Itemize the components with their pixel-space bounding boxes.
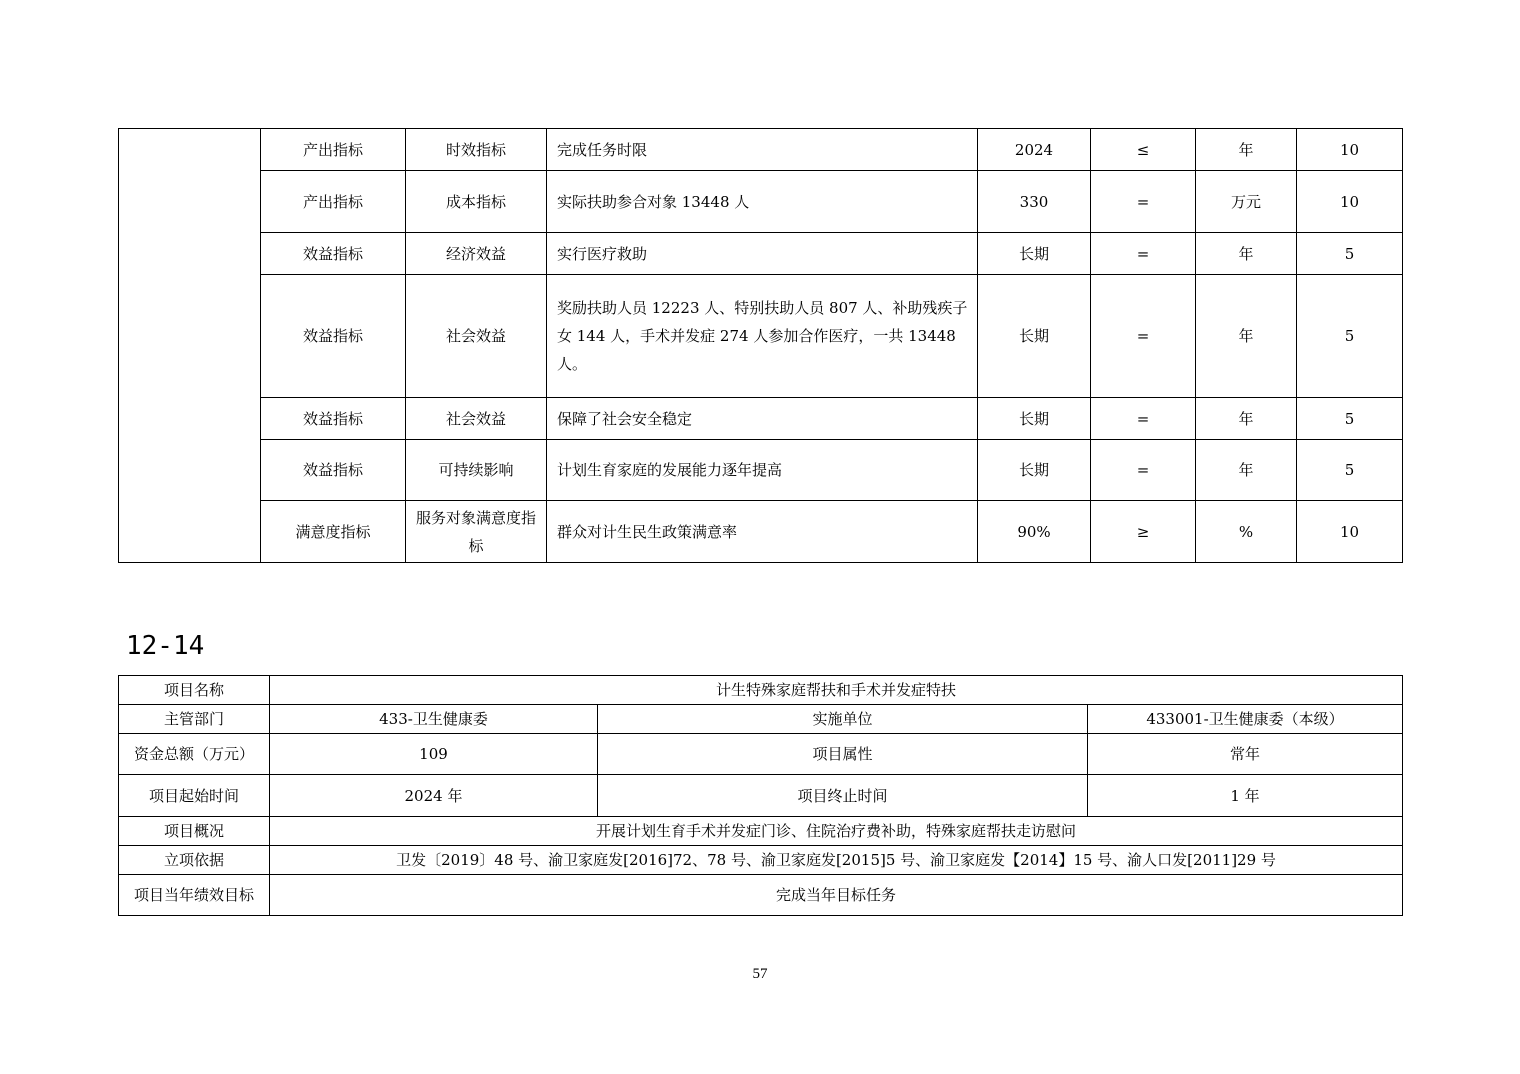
- indicator-unit: %: [1196, 501, 1297, 563]
- indicator-score: 10: [1297, 501, 1403, 563]
- indicator-description: 群众对计生民生政策满意率: [547, 501, 978, 563]
- indicator-operator: ≥: [1091, 501, 1196, 563]
- attr-label: 项目属性: [598, 734, 1088, 775]
- table-row: [119, 233, 1403, 275]
- indicator-description: 奖励扶助人员 12223 人、特别扶助人员 807 人、补助残疾子女 144 人，手术并发症 274 人参加合作医疗，一共 13448 人。: [547, 275, 978, 398]
- indicator-value: 2024: [978, 129, 1091, 171]
- end-label: 项目终止时间: [598, 775, 1088, 817]
- table-row: [119, 275, 1403, 398]
- basis-value: 卫发〔2019〕48 号、渝卫家庭发[2016]72、78 号、渝卫家庭发[2015]5 号、渝卫家庭发【2014】15 号、渝人口发[2011]29 号: [270, 846, 1403, 875]
- overview-label: 项目概况: [119, 817, 270, 846]
- dept-label: 主管部门: [119, 705, 270, 734]
- indicator-value: 长期: [978, 275, 1091, 398]
- indicator-value: 长期: [978, 398, 1091, 440]
- start-value: 2024 年: [270, 775, 598, 817]
- indicator-operator: =: [1091, 440, 1196, 501]
- table-row: [119, 440, 1403, 501]
- level2-indicator: 时效指标: [406, 129, 547, 171]
- blank-cell: [119, 129, 261, 563]
- indicator-unit: 年: [1196, 129, 1297, 171]
- performance-indicator-table: [118, 128, 1403, 563]
- level1-indicator: 效益指标: [261, 398, 406, 440]
- table-row: [119, 775, 1403, 817]
- indicator-operator: ≤: [1091, 129, 1196, 171]
- start-label: 项目起始时间: [119, 775, 270, 817]
- level1-indicator: 满意度指标: [261, 501, 406, 563]
- indicator-score: 5: [1297, 233, 1403, 275]
- attr-value: 常年: [1088, 734, 1403, 775]
- indicator-score: 5: [1297, 398, 1403, 440]
- table-row: [119, 501, 1403, 563]
- level2-indicator: 成本指标: [406, 171, 547, 233]
- impl-value: 433001-卫生健康委（本级）: [1088, 705, 1403, 734]
- indicator-operator: =: [1091, 398, 1196, 440]
- indicator-description: 实行医疗救助: [547, 233, 978, 275]
- indicator-value: 330: [978, 171, 1091, 233]
- level1-indicator: 效益指标: [261, 275, 406, 398]
- dept-value: 433-卫生健康委: [270, 705, 598, 734]
- table-row: [119, 398, 1403, 440]
- indicator-score: 5: [1297, 440, 1403, 501]
- indicator-description: 计划生育家庭的发展能力逐年提高: [547, 440, 978, 501]
- table-row: [119, 817, 1403, 846]
- project-name: 计生特殊家庭帮扶和手术并发症特扶: [270, 676, 1403, 705]
- indicator-operator: =: [1091, 275, 1196, 398]
- indicator-operator: =: [1091, 171, 1196, 233]
- page-number: 57: [752, 966, 768, 982]
- indicator-unit: 年: [1196, 440, 1297, 501]
- section-title: 12-14: [126, 631, 205, 661]
- indicator-score: 10: [1297, 129, 1403, 171]
- end-value: 1 年: [1088, 775, 1403, 817]
- level2-indicator: 经济效益: [406, 233, 547, 275]
- indicator-score: 10: [1297, 171, 1403, 233]
- level2-indicator: 服务对象满意度指标: [406, 501, 547, 563]
- table-row: [119, 705, 1403, 734]
- project-info-table: [118, 675, 1403, 916]
- impl-label: 实施单位: [598, 705, 1088, 734]
- table-row: [119, 676, 1403, 705]
- level2-indicator: 社会效益: [406, 275, 547, 398]
- indicator-unit: 万元: [1196, 171, 1297, 233]
- goal-label: 项目当年绩效目标: [119, 875, 270, 916]
- indicator-description: 完成任务时限: [547, 129, 978, 171]
- indicator-unit: 年: [1196, 275, 1297, 398]
- indicator-description: 实际扶助参合对象 13448 人: [547, 171, 978, 233]
- table-row: [119, 734, 1403, 775]
- level1-indicator: 效益指标: [261, 233, 406, 275]
- table-row: [119, 846, 1403, 875]
- indicator-value: 长期: [978, 233, 1091, 275]
- indicator-value: 90%: [978, 501, 1091, 563]
- indicator-score: 5: [1297, 275, 1403, 398]
- indicator-unit: 年: [1196, 398, 1297, 440]
- level2-indicator: 可持续影响: [406, 440, 547, 501]
- indicator-description: 保障了社会安全稳定: [547, 398, 978, 440]
- indicator-unit: 年: [1196, 233, 1297, 275]
- basis-label: 立项依据: [119, 846, 270, 875]
- overview-value: 开展计划生育手术并发症门诊、住院治疗费补助，特殊家庭帮扶走访慰问: [270, 817, 1403, 846]
- goal-value: 完成当年目标任务: [270, 875, 1403, 916]
- table-row: [119, 129, 1403, 171]
- level1-indicator: 效益指标: [261, 440, 406, 501]
- indicator-operator: =: [1091, 233, 1196, 275]
- level1-indicator: 产出指标: [261, 129, 406, 171]
- table-row: [119, 171, 1403, 233]
- fund-value: 109: [270, 734, 598, 775]
- indicator-value: 长期: [978, 440, 1091, 501]
- level2-indicator: 社会效益: [406, 398, 547, 440]
- level1-indicator: 产出指标: [261, 171, 406, 233]
- table-row: [119, 875, 1403, 916]
- project-name-label: 项目名称: [119, 676, 270, 705]
- fund-label: 资金总额（万元）: [119, 734, 270, 775]
